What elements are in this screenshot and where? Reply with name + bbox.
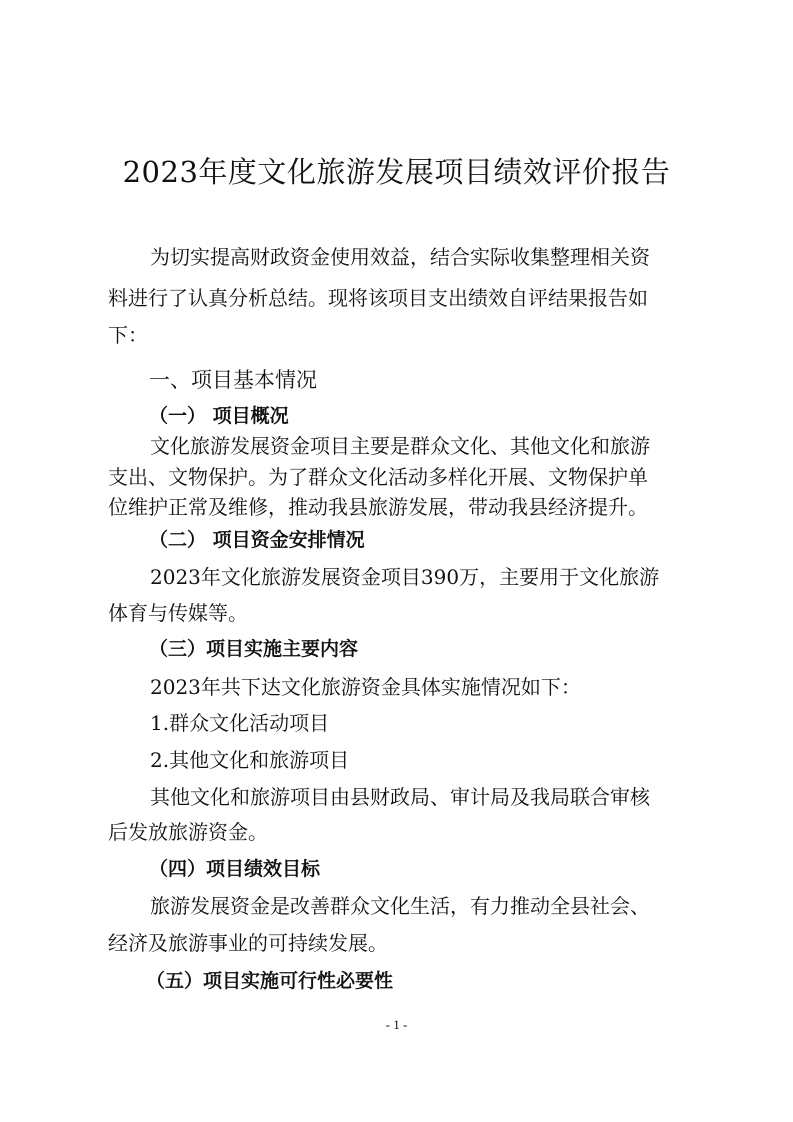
- subsection-heading-goals: （四）项目绩效目标: [149, 858, 321, 880]
- page-number: - 1 -: [385, 1017, 408, 1032]
- content-line-1: 2023年共下达文化旅游资金具体实施情况如下：: [150, 675, 581, 699]
- overview-line-2: 支出、文物保护。为了群众文化活动多样化开展、文物保护单: [108, 465, 648, 489]
- intro-line-3: 下：: [108, 323, 148, 347]
- overview-line-3: 位维护正常及维修，推动我县旅游发展，带动我县经济提升。: [108, 495, 648, 519]
- intro-line-1: 为切实提高财政资金使用效益，结合实际收集整理相关资: [150, 245, 650, 269]
- funding-line-1: 2023年文化旅游发展资金项目390万，主要用于文化旅游: [150, 565, 660, 589]
- goals-line-2: 经济及旅游事业的可持续发展。: [108, 931, 388, 955]
- content-line-2: 1.群众文化活动项目: [150, 711, 330, 735]
- content-line-3: 2.其他文化和旅游项目: [150, 748, 350, 772]
- content-line-4: 其他文化和旅游项目由县财政局、审计局及我局联合审核: [150, 785, 650, 809]
- document-title: 2023年度文化旅游发展项目绩效评价报告: [122, 155, 671, 189]
- goals-line-1: 旅游发展资金是改善群众文化生活，有力推动全县社会、: [150, 894, 650, 918]
- subsection-heading-content: （三）项目实施主要内容: [149, 638, 359, 660]
- subsection-heading-funding: （二） 项目资金安排情况: [149, 529, 365, 551]
- subsection-heading-overview: （一） 项目概况: [149, 405, 289, 427]
- funding-line-2: 体育与传媒等。: [108, 601, 248, 625]
- content-line-5: 后发放旅游资金。: [108, 820, 268, 844]
- intro-line-2: 料进行了认真分析总结。现将该项目支出绩效自评结果报告如: [108, 286, 648, 310]
- section-heading-basic-info: 一、项目基本情况: [149, 368, 317, 392]
- subsection-heading-feasibility: （五）项目实施可行性必要性: [146, 970, 394, 992]
- overview-line-1: 文化旅游发展资金项目主要是群众文化、其他文化和旅游: [150, 434, 650, 458]
